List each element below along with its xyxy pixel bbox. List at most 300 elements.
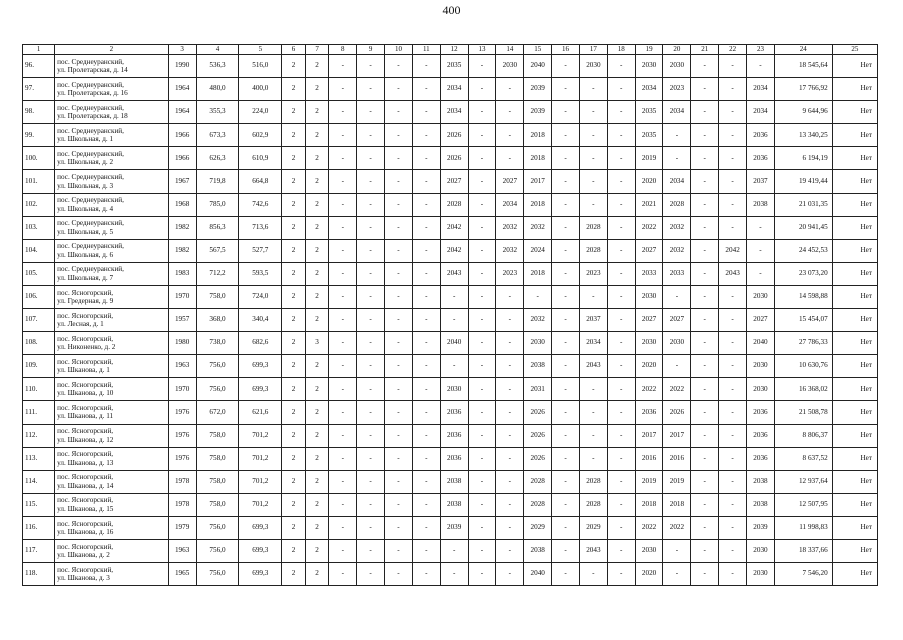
- table-cell: 2026: [663, 401, 691, 424]
- status-cell: Нет: [832, 216, 877, 239]
- table-cell: 2: [282, 262, 306, 285]
- table-cell: 2034: [635, 78, 663, 101]
- table-cell: 2: [305, 378, 329, 401]
- table-cell: 1968: [168, 193, 196, 216]
- table-cell: 2: [282, 101, 306, 124]
- table-cell: 610,9: [239, 147, 282, 170]
- column-number: 22: [719, 45, 747, 55]
- table-cell: -: [468, 424, 496, 447]
- table-cell: 2033: [635, 262, 663, 285]
- table-cell: -: [663, 539, 691, 562]
- table-cell: 2: [282, 378, 306, 401]
- table-cell: 1963: [168, 355, 196, 378]
- address-cell: пос. Среднеуранский, ул. Школьная, д. 4: [55, 193, 169, 216]
- table-cell: 355,3: [196, 101, 239, 124]
- table-cell: 400,0: [239, 78, 282, 101]
- table-cell: -: [496, 470, 524, 493]
- status-cell: Нет: [832, 193, 877, 216]
- status-cell: Нет: [832, 332, 877, 355]
- table-cell: 2: [282, 332, 306, 355]
- table-cell: -: [329, 516, 357, 539]
- table-cell: 2: [282, 216, 306, 239]
- table-cell: -: [412, 332, 440, 355]
- table-cell: 2: [305, 309, 329, 332]
- table-cell: -: [719, 493, 747, 516]
- table-cell: 2026: [440, 124, 468, 147]
- table-cell: 2016: [635, 447, 663, 470]
- table-cell: -: [691, 355, 719, 378]
- table-cell: -: [719, 309, 747, 332]
- table-cell: 2038: [524, 355, 552, 378]
- table-cell: -: [412, 193, 440, 216]
- table-cell: -: [468, 124, 496, 147]
- table-cell: 2035: [440, 55, 468, 78]
- table-cell: -: [552, 170, 580, 193]
- table-cell: -: [412, 239, 440, 262]
- table-cell: -: [385, 447, 413, 470]
- table-cell: 2034: [747, 101, 775, 124]
- table-row: [23, 563, 878, 586]
- address-cell: пос. Среднеуранский, ул. Школьная, д. 2: [55, 147, 169, 170]
- table-cell: 2030: [496, 55, 524, 78]
- table-cell: -: [719, 55, 747, 78]
- table-cell: -: [607, 262, 635, 285]
- table-cell: 699,3: [239, 516, 282, 539]
- amount-cell: 14 598,88: [774, 285, 832, 308]
- table-cell: 2032: [663, 239, 691, 262]
- status-cell: Нет: [832, 55, 877, 78]
- table-cell: -: [607, 424, 635, 447]
- table-cell: -: [385, 470, 413, 493]
- table-cell: 2039: [747, 516, 775, 539]
- table-cell: 2036: [635, 401, 663, 424]
- table-cell: -: [691, 424, 719, 447]
- table-cell: 2020: [635, 170, 663, 193]
- table-cell: 2022: [635, 516, 663, 539]
- table-cell: -: [412, 285, 440, 308]
- table-cell: 756,0: [196, 516, 239, 539]
- table-cell: -: [607, 216, 635, 239]
- table-row: [23, 355, 878, 378]
- table-cell: -: [719, 470, 747, 493]
- table-cell: 856,3: [196, 216, 239, 239]
- table-cell: 1982: [168, 216, 196, 239]
- table-cell: 2017: [635, 424, 663, 447]
- table-cell: 2040: [747, 332, 775, 355]
- table-cell: -: [468, 563, 496, 586]
- table-cell: 2039: [440, 516, 468, 539]
- table-cell: -: [552, 216, 580, 239]
- table-cell: 2022: [663, 516, 691, 539]
- table-cell: -: [552, 193, 580, 216]
- table-cell: 699,3: [239, 355, 282, 378]
- address-cell: пос. Среднеуранский, ул. Школьная, д. 7: [55, 262, 169, 285]
- table-cell: 1966: [168, 147, 196, 170]
- table-cell: 2030: [663, 55, 691, 78]
- table-cell: -: [412, 216, 440, 239]
- table-cell: -: [496, 447, 524, 470]
- table-cell: 368,0: [196, 309, 239, 332]
- column-number: 18: [607, 45, 635, 55]
- status-cell: Нет: [832, 78, 877, 101]
- table-cell: 2030: [635, 285, 663, 308]
- table-cell: -: [552, 101, 580, 124]
- table-cell: 2030: [635, 332, 663, 355]
- table-cell: -: [719, 193, 747, 216]
- table-cell: -: [607, 516, 635, 539]
- address-cell: пос. Ясногорский, ул. Шканова, д. 11: [55, 401, 169, 424]
- row-number: 113.: [23, 447, 55, 470]
- table-cell: 2: [282, 447, 306, 470]
- status-cell: Нет: [832, 563, 877, 586]
- address-cell: пос. Среднеуранский, ул. Пролетарская, д. 16: [55, 78, 169, 101]
- table-cell: -: [412, 101, 440, 124]
- address-cell: пос. Ясногорский, ул. Шканова, д. 13: [55, 447, 169, 470]
- table-cell: 2026: [524, 401, 552, 424]
- table-cell: 1980: [168, 332, 196, 355]
- table-cell: 2018: [635, 493, 663, 516]
- table-cell: -: [719, 147, 747, 170]
- table-cell: 2034: [747, 78, 775, 101]
- table-row: [23, 101, 878, 124]
- address-cell: пос. Ясногорский, ул. Никоненко, д. 2: [55, 332, 169, 355]
- column-number: 4: [196, 45, 239, 55]
- table-cell: 2029: [524, 516, 552, 539]
- table-cell: -: [357, 563, 385, 586]
- table-cell: -: [552, 285, 580, 308]
- row-number: 107.: [23, 309, 55, 332]
- table-cell: -: [412, 539, 440, 562]
- table-cell: -: [468, 239, 496, 262]
- table-cell: -: [412, 55, 440, 78]
- amount-cell: 12 937,64: [774, 470, 832, 493]
- amount-cell: 20 941,45: [774, 216, 832, 239]
- table-cell: 2: [282, 539, 306, 562]
- table-cell: 2: [282, 55, 306, 78]
- table-cell: -: [468, 309, 496, 332]
- table-cell: 2036: [440, 401, 468, 424]
- address-cell: пос. Среднеуранский, ул. Школьная, д. 6: [55, 239, 169, 262]
- table-cell: 713,6: [239, 216, 282, 239]
- table-cell: -: [468, 285, 496, 308]
- table-cell: 2040: [524, 563, 552, 586]
- table-cell: 1979: [168, 516, 196, 539]
- table-cell: 2028: [579, 239, 607, 262]
- row-number: 118.: [23, 563, 55, 586]
- table-cell: -: [552, 55, 580, 78]
- table-cell: 1957: [168, 309, 196, 332]
- table-cell: -: [468, 516, 496, 539]
- table-cell: 2038: [747, 493, 775, 516]
- table-cell: 701,2: [239, 447, 282, 470]
- amount-cell: 18 337,66: [774, 539, 832, 562]
- table-cell: -: [607, 447, 635, 470]
- table-cell: -: [412, 78, 440, 101]
- table-cell: -: [496, 101, 524, 124]
- column-number: 7: [305, 45, 329, 55]
- table-cell: -: [385, 493, 413, 516]
- table-cell: -: [385, 239, 413, 262]
- table-cell: 2: [282, 285, 306, 308]
- table-cell: -: [357, 309, 385, 332]
- table-cell: 2024: [524, 239, 552, 262]
- table-cell: -: [412, 147, 440, 170]
- amount-cell: 11 998,83: [774, 516, 832, 539]
- table-cell: -: [607, 539, 635, 562]
- address-cell: пос. Ясногорский, ул. Шканова, д. 3: [55, 563, 169, 586]
- table-cell: -: [496, 401, 524, 424]
- table-cell: 2034: [663, 170, 691, 193]
- table-cell: 527,7: [239, 239, 282, 262]
- table-cell: -: [412, 124, 440, 147]
- table-cell: 2023: [663, 78, 691, 101]
- table-cell: -: [579, 124, 607, 147]
- table-cell: 2030: [579, 55, 607, 78]
- table-cell: -: [719, 216, 747, 239]
- table-cell: 2: [305, 124, 329, 147]
- table-cell: 593,5: [239, 262, 282, 285]
- table-cell: -: [552, 539, 580, 562]
- table-cell: -: [412, 516, 440, 539]
- table-cell: -: [385, 424, 413, 447]
- table-cell: 1965: [168, 563, 196, 586]
- table-cell: -: [663, 285, 691, 308]
- table-cell: 785,0: [196, 193, 239, 216]
- table-cell: 2023: [579, 262, 607, 285]
- table-cell: -: [719, 378, 747, 401]
- table-cell: -: [691, 470, 719, 493]
- status-cell: Нет: [832, 516, 877, 539]
- table-cell: 682,6: [239, 332, 282, 355]
- table-cell: 2036: [440, 447, 468, 470]
- table-row: [23, 124, 878, 147]
- row-number: 109.: [23, 355, 55, 378]
- table-cell: 2042: [440, 239, 468, 262]
- column-number: 1: [23, 45, 55, 55]
- table-cell: -: [607, 332, 635, 355]
- table-cell: 2018: [524, 124, 552, 147]
- table-cell: 2042: [719, 239, 747, 262]
- column-number: 9: [357, 45, 385, 55]
- table-cell: -: [663, 147, 691, 170]
- table-cell: 2: [282, 563, 306, 586]
- table-row: [23, 216, 878, 239]
- row-number: 99.: [23, 124, 55, 147]
- table-cell: -: [579, 193, 607, 216]
- table-cell: -: [691, 101, 719, 124]
- table-cell: -: [579, 401, 607, 424]
- table-cell: 626,3: [196, 147, 239, 170]
- table-cell: -: [552, 262, 580, 285]
- column-number: 5: [239, 45, 282, 55]
- table-cell: -: [607, 193, 635, 216]
- table-cell: 2027: [440, 170, 468, 193]
- table-cell: 758,0: [196, 285, 239, 308]
- table-cell: -: [385, 355, 413, 378]
- table-cell: 2027: [663, 309, 691, 332]
- table-cell: -: [552, 147, 580, 170]
- table-cell: 2043: [719, 262, 747, 285]
- table-cell: 673,3: [196, 124, 239, 147]
- table-cell: -: [357, 239, 385, 262]
- status-cell: Нет: [832, 262, 877, 285]
- table-cell: 2042: [440, 216, 468, 239]
- table-cell: 516,0: [239, 55, 282, 78]
- table-cell: 2019: [635, 147, 663, 170]
- amount-cell: 17 766,92: [774, 78, 832, 101]
- table-cell: 2032: [496, 239, 524, 262]
- row-number: 115.: [23, 493, 55, 516]
- table-cell: 1976: [168, 447, 196, 470]
- table-cell: 1990: [168, 55, 196, 78]
- table-cell: -: [747, 216, 775, 239]
- table-cell: 2026: [524, 447, 552, 470]
- table-cell: -: [607, 170, 635, 193]
- table-cell: 2019: [635, 470, 663, 493]
- table-cell: -: [468, 101, 496, 124]
- table-cell: 2: [305, 285, 329, 308]
- table-cell: -: [357, 424, 385, 447]
- column-number: 13: [468, 45, 496, 55]
- table-cell: -: [579, 170, 607, 193]
- column-number: 10: [385, 45, 413, 55]
- amount-cell: 6 194,19: [774, 147, 832, 170]
- row-number: 106.: [23, 285, 55, 308]
- table-cell: 2018: [524, 147, 552, 170]
- table-cell: -: [691, 332, 719, 355]
- table-cell: 2026: [524, 424, 552, 447]
- table-cell: 2017: [663, 424, 691, 447]
- table-cell: 1966: [168, 124, 196, 147]
- table-cell: 2018: [663, 493, 691, 516]
- table-cell: -: [607, 78, 635, 101]
- status-cell: Нет: [832, 101, 877, 124]
- table-cell: -: [747, 239, 775, 262]
- table-cell: 2030: [524, 332, 552, 355]
- table-cell: 2: [305, 170, 329, 193]
- address-cell: пос. Среднеуранский, ул. Школьная, д. 3: [55, 170, 169, 193]
- table-cell: 2027: [747, 309, 775, 332]
- table-cell: -: [385, 170, 413, 193]
- table-cell: -: [691, 378, 719, 401]
- status-cell: Нет: [832, 355, 877, 378]
- table-cell: 2: [305, 239, 329, 262]
- table-cell: -: [385, 332, 413, 355]
- table-cell: 2034: [579, 332, 607, 355]
- table-cell: -: [468, 355, 496, 378]
- table-cell: 2030: [747, 378, 775, 401]
- amount-cell: 21 031,35: [774, 193, 832, 216]
- table-cell: 756,0: [196, 355, 239, 378]
- table-cell: -: [719, 401, 747, 424]
- table-cell: -: [357, 378, 385, 401]
- table-cell: 2: [282, 401, 306, 424]
- table-cell: -: [607, 147, 635, 170]
- row-number: 98.: [23, 101, 55, 124]
- table-cell: -: [357, 78, 385, 101]
- table-cell: -: [357, 216, 385, 239]
- table-cell: 2: [305, 401, 329, 424]
- amount-cell: 9 644,96: [774, 101, 832, 124]
- table-cell: 2034: [663, 101, 691, 124]
- table-cell: -: [329, 378, 357, 401]
- amount-cell: 16 368,02: [774, 378, 832, 401]
- table-cell: 3: [305, 332, 329, 355]
- table-cell: -: [607, 401, 635, 424]
- table-cell: -: [691, 170, 719, 193]
- table-cell: -: [468, 55, 496, 78]
- table-cell: 2: [282, 516, 306, 539]
- column-number: 16: [552, 45, 580, 55]
- column-number: 14: [496, 45, 524, 55]
- table-row: [23, 262, 878, 285]
- amount-cell: 24 452,53: [774, 239, 832, 262]
- table-row: [23, 539, 878, 562]
- table-cell: -: [412, 447, 440, 470]
- table-cell: 2030: [747, 563, 775, 586]
- row-number: 111.: [23, 401, 55, 424]
- page-number: 400: [442, 3, 461, 17]
- table-cell: -: [385, 124, 413, 147]
- table-cell: -: [663, 124, 691, 147]
- table-cell: -: [357, 401, 385, 424]
- table-row: [23, 401, 878, 424]
- table-cell: -: [357, 147, 385, 170]
- table-row: [23, 78, 878, 101]
- table-cell: -: [579, 424, 607, 447]
- table-cell: 756,0: [196, 539, 239, 562]
- table-cell: 701,2: [239, 493, 282, 516]
- address-cell: пос. Среднеуранский, ул. Пролетарская, д. 14: [55, 55, 169, 78]
- table-cell: -: [329, 355, 357, 378]
- table-row: [23, 309, 878, 332]
- address-cell: пос. Ясногорский, ул. Гредерная, д. 9: [55, 285, 169, 308]
- table-cell: 2026: [440, 147, 468, 170]
- table-cell: 699,3: [239, 378, 282, 401]
- table-cell: -: [357, 355, 385, 378]
- table-cell: 536,3: [196, 55, 239, 78]
- table-cell: -: [440, 563, 468, 586]
- status-cell: Нет: [832, 378, 877, 401]
- table-cell: 2027: [496, 170, 524, 193]
- table-cell: -: [691, 193, 719, 216]
- table-cell: 2036: [747, 401, 775, 424]
- data-table: [22, 44, 878, 586]
- table-row: [23, 55, 878, 78]
- status-cell: Нет: [832, 239, 877, 262]
- table-cell: -: [468, 378, 496, 401]
- table-cell: 2040: [524, 55, 552, 78]
- table-cell: 567,5: [196, 239, 239, 262]
- row-number: 100.: [23, 147, 55, 170]
- table-cell: -: [552, 447, 580, 470]
- table-cell: -: [329, 493, 357, 516]
- table-cell: 2031: [524, 378, 552, 401]
- table-cell: 2027: [635, 309, 663, 332]
- table-cell: 2032: [496, 216, 524, 239]
- table-cell: -: [496, 332, 524, 355]
- table-cell: -: [607, 563, 635, 586]
- table-cell: 2: [305, 516, 329, 539]
- status-cell: Нет: [832, 285, 877, 308]
- table-cell: 1976: [168, 401, 196, 424]
- table-cell: -: [357, 262, 385, 285]
- table-cell: -: [691, 216, 719, 239]
- table-cell: -: [385, 285, 413, 308]
- table-cell: 2035: [635, 101, 663, 124]
- table-cell: -: [496, 147, 524, 170]
- table-cell: -: [691, 516, 719, 539]
